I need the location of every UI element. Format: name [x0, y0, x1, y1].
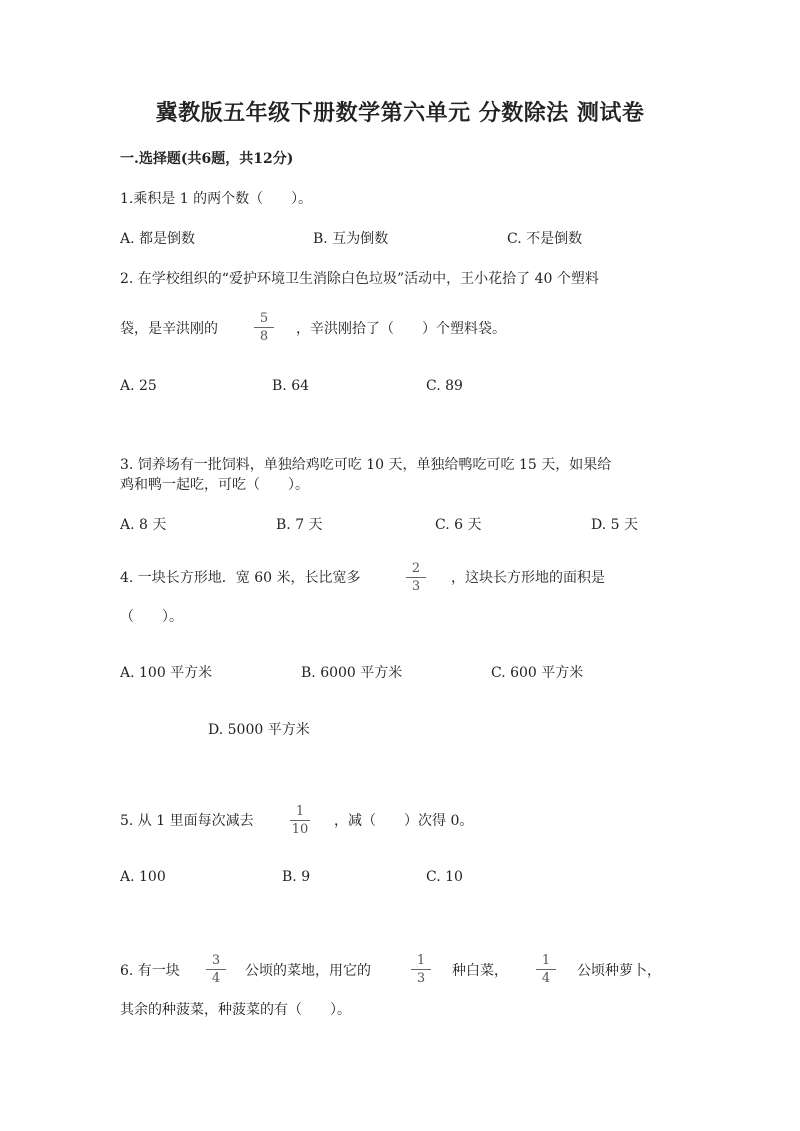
fraction-numerator: 3 — [211, 953, 221, 968]
section-heading: 一.选择题(共6题，共12分) — [120, 151, 294, 167]
question-3-option-d: D. 5 天 — [591, 517, 638, 533]
question-6-fraction-1 — [203, 953, 229, 986]
question-2-option-a: A. 25 — [120, 378, 157, 394]
question-1-option-a: A. 都是倒数 — [120, 231, 196, 247]
question-4-line-1-start: 4. 一块长方形地．宽 60 米，长比宽多 — [120, 570, 361, 586]
question-6-fraction-2 — [408, 953, 434, 986]
question-2-line-2-start: 袋，是辛洪刚的 — [120, 321, 218, 337]
question-3-option-a: A. 8 天 — [120, 517, 167, 533]
fraction-bar — [254, 327, 274, 328]
question-4-line-2: （ ）。 — [120, 609, 183, 625]
fraction-numerator: 2 — [411, 561, 421, 576]
fraction-denominator: 4 — [541, 971, 551, 986]
fraction-bar — [290, 820, 310, 821]
question-4-option-b: B. 6000 平方米 — [301, 665, 403, 681]
fraction-bar — [536, 969, 556, 970]
question-2-option-b: B. 64 — [272, 378, 310, 394]
question-5-fraction — [287, 804, 313, 837]
question-2-option-c: C. 89 — [426, 378, 463, 394]
question-1-option-b: B. 互为倒数 — [313, 231, 389, 247]
question-2-line-2-end: ，辛洪刚拾了（ ）个塑料袋。 — [296, 321, 506, 337]
question-1-text: 1.乘积是 1 的两个数（ ）。 — [120, 191, 313, 207]
question-4-option-a: A. 100 平方米 — [120, 665, 213, 681]
question-3-option-b: B. 7 天 — [276, 517, 323, 533]
question-4-option-d: D. 5000 平方米 — [208, 722, 310, 738]
question-6-middle-2: 种白菜， — [452, 963, 508, 979]
fraction-numerator: 1 — [541, 953, 551, 968]
fraction-bar — [411, 969, 431, 970]
question-6-line-1-start: 6. 有一块 — [120, 963, 180, 979]
fraction-numerator: 5 — [259, 311, 269, 326]
fraction-numerator: 1 — [416, 953, 426, 968]
question-2-line-1: 2. 在学校组织的“爱护环境卫生消除白色垃圾”活动中，王小花拾了 40 个塑料 — [120, 271, 599, 287]
question-4-line-1-end: ，这块长方形地的面积是 — [451, 570, 605, 586]
question-1-option-c: C. 不是倒数 — [507, 231, 583, 247]
fraction-denominator: 10 — [291, 822, 309, 837]
question-5-option-c: C. 10 — [426, 869, 463, 885]
question-5-option-a: A. 100 — [120, 869, 166, 885]
question-5-line-1-start: 5. 从 1 里面每次减去 — [120, 813, 254, 829]
fraction-denominator: 3 — [411, 579, 421, 594]
fraction-bar — [206, 969, 226, 970]
question-5-option-b: B. 9 — [282, 869, 311, 885]
question-6-middle-1: 公顷的菜地，用它的 — [245, 963, 371, 979]
question-6-line-1-end: 公顷种萝卜， — [577, 963, 661, 979]
question-4-fraction — [403, 561, 429, 594]
question-3-option-c: C. 6 天 — [435, 517, 482, 533]
fraction-denominator: 3 — [416, 971, 426, 986]
question-6-line-2: 其余的种菠菜，种菠菜的有（ ）。 — [120, 1002, 351, 1018]
fraction-bar — [406, 577, 426, 578]
question-3-line-1: 3. 饲养场有一批饲料，单独给鸡吃可吃 10 天，单独给鸭吃可吃 15 天，如果给 — [120, 457, 612, 473]
page-title: 冀教版五年级下册数学第六单元 分数除法 测试卷 — [155, 100, 645, 126]
question-4-option-c: C. 600 平方米 — [491, 665, 584, 681]
fraction-numerator: 1 — [295, 804, 305, 819]
fraction-denominator: 8 — [259, 329, 269, 344]
question-3-line-2: 鸡和鸭一起吃，可吃（ ）。 — [120, 477, 309, 493]
question-5-line-1-end: ，减（ ）次得 0。 — [334, 813, 474, 829]
fraction-denominator: 4 — [211, 971, 221, 986]
question-6-fraction-3 — [533, 953, 559, 986]
question-2-fraction — [251, 311, 277, 344]
